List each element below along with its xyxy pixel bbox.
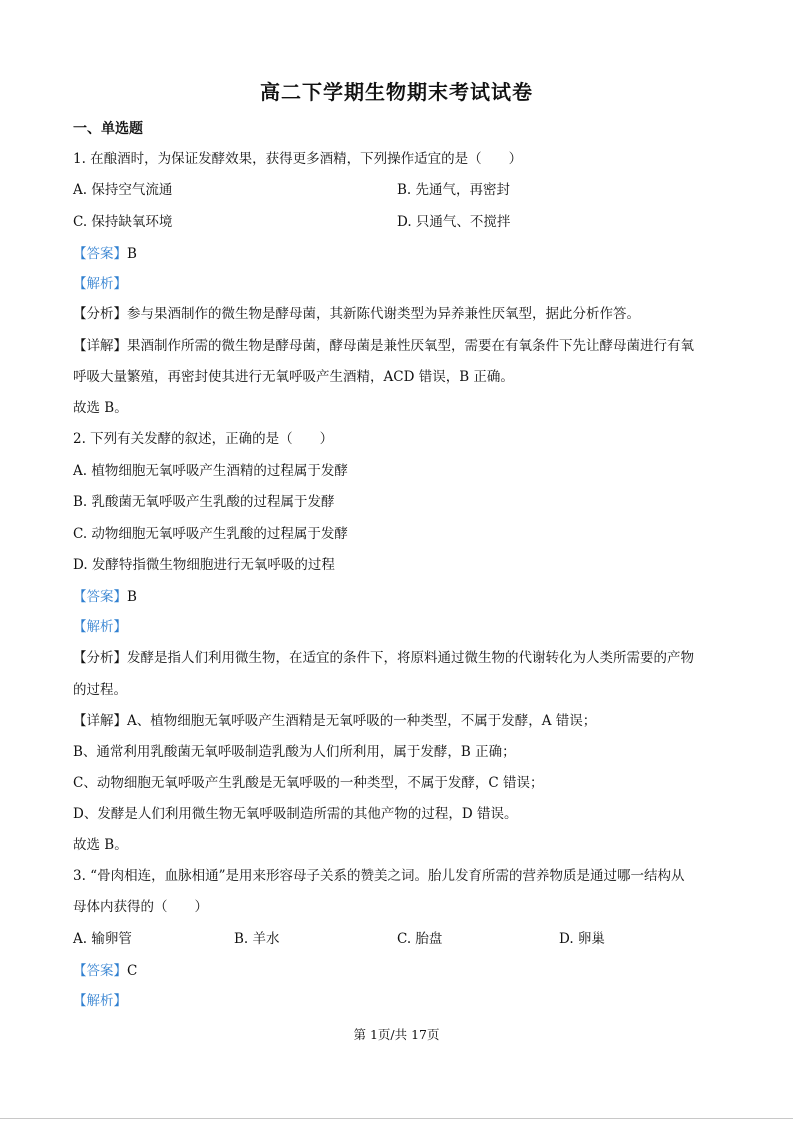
q1-option-d: D. 只通气、不搅拌 (397, 214, 511, 230)
q1-conclusion: 故选 B。 (73, 400, 128, 416)
answer-label: 【答案】 (73, 963, 127, 979)
q2-option-b: B. 乳酸菌无氧呼吸产生乳酸的过程属于发酵 (73, 494, 335, 510)
q1-analysis-label: 【解析】 (73, 276, 127, 292)
q1-option-b: B. 先通气，再密封 (397, 182, 511, 198)
q1-xiangjie-line-2: 呼吸大量繁殖，再密封使其进行无氧呼吸产生酒精，ACD 错误，B 正确。 (73, 369, 514, 385)
q2-xiangjie-d: D、发酵是人们利用微生物无氧呼吸制造所需的其他产物的过程，D 错误。 (73, 806, 518, 822)
q2-option-a: A. 植物细胞无氧呼吸产生酒精的过程属于发酵 (73, 463, 348, 479)
q1-option-c: C. 保持缺氧环境 (73, 214, 173, 230)
q1-fenxi: 【分析】参与果酒制作的微生物是酵母菌，其新陈代谢类型为异养兼性厌氧型，据此分析作答。 (73, 306, 640, 322)
q2-xiangjie-a: 【详解】A、植物细胞无氧呼吸产生酒精是无氧呼吸的一种类型，不属于发酵，A 错误； (73, 713, 597, 729)
question-3-stem-line-2: 母体内获得的（ ） (73, 899, 208, 915)
question-3-stem-line-1: 3. “骨肉相连，血脉相通”是用来形容母子关系的赞美之词。胎儿发育所需的营养物质是通过哪一结构从 (73, 868, 685, 884)
question-2-stem: 2. 下列有关发酵的叙述，正确的是（ ） (73, 431, 334, 447)
q1-option-a: A. 保持空气流通 (73, 182, 173, 198)
q3-analysis-label: 【解析】 (73, 993, 127, 1009)
q3-option-c: C. 胎盘 (397, 931, 443, 947)
q3-option-a: A. 输卵管 (73, 931, 132, 947)
answer-label: 【答案】 (73, 589, 127, 605)
bottom-divider (0, 1118, 793, 1119)
q1-answer (73, 245, 137, 263)
page-footer: 第 1页/共 17页 (353, 1027, 440, 1042)
q2-fenxi-line-2: 的过程。 (73, 682, 127, 698)
q2-xiangjie-c: C、动物细胞无氧呼吸产生乳酸是无氧呼吸的一种类型，不属于发酵，C 错误； (73, 775, 544, 791)
q3-option-d: D. 卵巢 (559, 931, 605, 947)
q3-answer (73, 962, 137, 980)
q2-option-c: C. 动物细胞无氧呼吸产生乳酸的过程属于发酵 (73, 526, 348, 542)
q1-answer-value: B (127, 246, 137, 262)
q2-option-d: D. 发酵特指微生物细胞进行无氧呼吸的过程 (73, 557, 335, 573)
q3-answer-value: C (127, 963, 138, 979)
q2-fenxi-line-1: 【分析】发酵是指人们利用微生物，在适宜的条件下，将原料通过微生物的代谢转化为人类所需要的产物 (73, 650, 694, 666)
page-title: 高二下学期生物期末考试试卷 (260, 80, 533, 104)
q3-option-b: B. 羊水 (234, 931, 280, 947)
q2-conclusion: 故选 B。 (73, 837, 128, 853)
q1-xiangjie-line-1: 【详解】果酒制作所需的微生物是酵母菌，酵母菌是兼性厌氧型，需要在有氧条件下先让酵母菌进行有氧 (73, 338, 694, 354)
question-1-stem: 1. 在酿酒时，为保证发酵效果，获得更多酒精，下列操作适宜的是（ ） (73, 151, 523, 167)
q2-analysis-label: 【解析】 (73, 619, 127, 635)
answer-label: 【答案】 (73, 246, 127, 262)
section-heading: 一、单选题 (73, 121, 143, 137)
q2-xiangjie-b: B、通常利用乳酸菌无氧呼吸制造乳酸为人们所利用，属于发酵，B 正确； (73, 744, 516, 760)
q2-answer-value: B (127, 589, 137, 605)
q2-answer (73, 588, 137, 606)
